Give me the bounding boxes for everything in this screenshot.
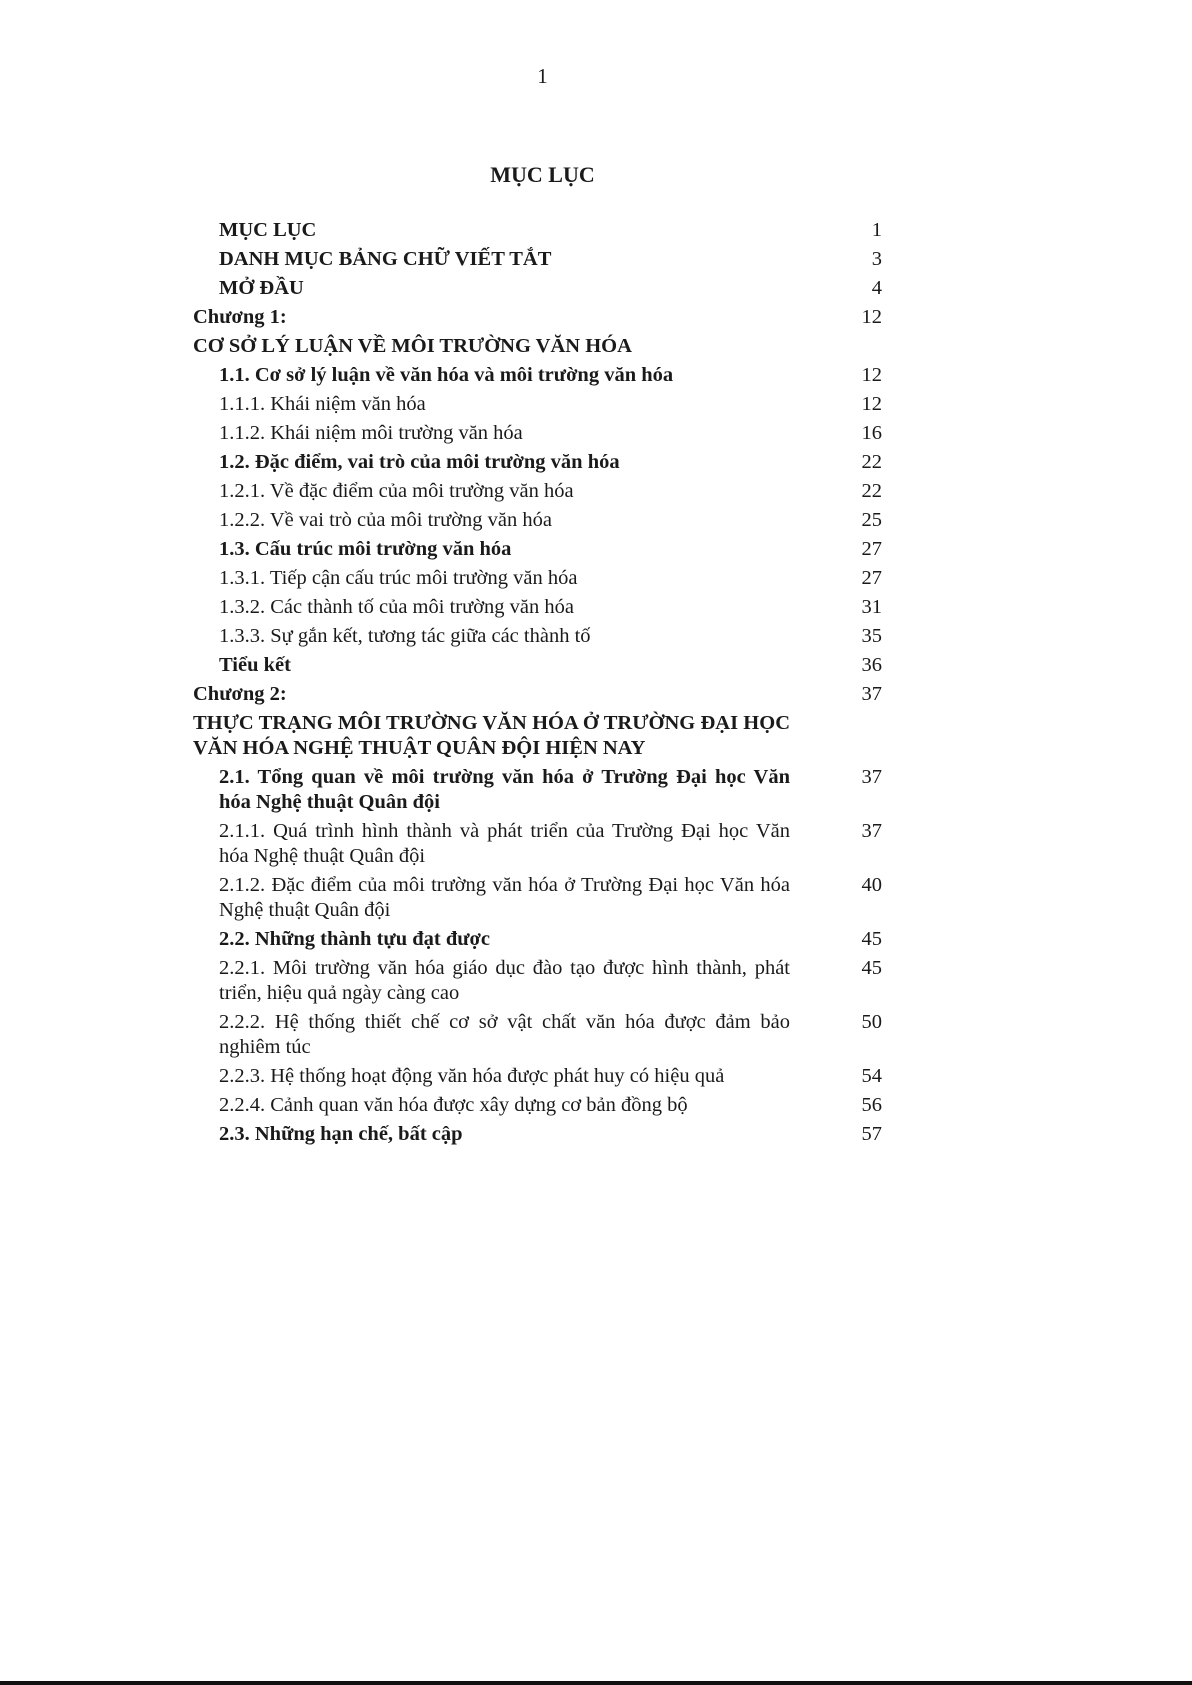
toc-entry-page: 36 — [861, 654, 882, 676]
toc-entry-page: 3 — [871, 248, 882, 270]
toc-entry — [206, 1122, 882, 1151]
toc-entry — [206, 653, 882, 682]
toc-entry-label: 1.2.2. Về vai trò của môi trường văn hóa — [219, 509, 552, 531]
toc-entry — [206, 363, 882, 392]
toc-entry-label: Chương 2: — [193, 683, 287, 705]
toc-entry-label: 1.3.1. Tiếp cận cấu trúc môi trường văn hóa — [219, 567, 578, 589]
toc-entry — [206, 595, 882, 624]
toc-entry-label: 1.3.2. Các thành tố của môi trường văn hóa — [219, 596, 574, 618]
toc-entry-page: 27 — [861, 567, 882, 589]
toc-entry-page: 57 — [861, 1123, 882, 1145]
toc-entry-label: 2.1. Tổng quan về môi trường văn hóa ở Trường Đại học Văn hóa Nghệ thuật Quân đội — [219, 766, 790, 813]
toc-entry — [206, 1010, 882, 1064]
toc-entry-label: 2.2.1. Môi trường văn hóa giáo dục đào tạo được hình thành, phát triển, hiệu quả ngày càng cao — [219, 957, 790, 1004]
toc-entry — [206, 956, 882, 1010]
toc-entry-label: 2.1.2. Đặc điểm của môi trường văn hóa ở Trường Đại học Văn hóa Nghệ thuật Quân đội — [219, 874, 790, 921]
toc-entry — [206, 927, 882, 956]
toc-entry-label: 2.1.1. Quá trình hình thành và phát triển của Trường Đại học Văn hóa Nghệ thuật Quân đội — [219, 820, 790, 867]
toc-entry-page: 50 — [861, 1011, 882, 1033]
toc-entry-label: MỤC LỤC — [219, 219, 317, 241]
toc-entry-label: DANH MỤC BẢNG CHỮ VIẾT TẮT — [219, 248, 552, 270]
toc-entry — [206, 765, 882, 819]
toc-entry-label: 1.1.1. Khái niệm văn hóa — [219, 393, 426, 415]
toc-entry-label: 2.2. Những thành tựu đạt được — [219, 928, 490, 950]
toc-entry — [206, 276, 882, 305]
page-number: 1 — [537, 64, 548, 88]
toc-entry-label: 1.2.1. Về đặc điểm của môi trường văn hóa — [219, 480, 574, 502]
toc-entry-label: 2.2.2. Hệ thống thiết chế cơ sở vật chất văn hóa được đảm bảo nghiêm túc — [219, 1011, 790, 1058]
toc-entry-label: 1.1. Cơ sở lý luận về văn hóa và môi trường văn hóa — [219, 364, 674, 386]
toc-entry-page: 16 — [861, 422, 882, 444]
toc-entry-label: 1.3. Cấu trúc môi trường văn hóa — [219, 538, 512, 560]
toc-entry — [193, 334, 882, 363]
toc-entry-label: 2.3. Những hạn chế, bất cập — [219, 1123, 463, 1145]
toc-entry-label: 1.1.2. Khái niệm môi trường văn hóa — [219, 422, 523, 444]
table-of-contents — [193, 218, 882, 1151]
toc-entry — [206, 479, 882, 508]
toc-entry — [206, 1093, 882, 1122]
toc-entry-page: 37 — [861, 820, 882, 842]
toc-entry-page: 56 — [861, 1094, 882, 1116]
toc-entry-page: 22 — [861, 451, 882, 473]
toc-entry — [206, 537, 882, 566]
toc-title: MỤC LỤC — [490, 162, 595, 187]
toc-entry-page: 45 — [861, 928, 882, 950]
toc-entry-page: 22 — [861, 480, 882, 502]
toc-entry-label: MỞ ĐẦU — [219, 277, 304, 299]
toc-entry — [206, 392, 882, 421]
toc-entry-page: 45 — [861, 957, 882, 979]
toc-entry-label: 1.2. Đặc điểm, vai trò của môi trường văn hóa — [219, 451, 620, 473]
page-bottom-edge — [0, 1681, 1192, 1685]
toc-entry — [193, 711, 882, 765]
toc-entry — [206, 421, 882, 450]
toc-entry-page: 12 — [861, 306, 882, 328]
toc-entry-label: Chương 1: — [193, 306, 287, 328]
toc-entry — [206, 247, 882, 276]
toc-entry — [206, 508, 882, 537]
toc-entry — [206, 1064, 882, 1093]
toc-entry-page: 1 — [871, 219, 882, 241]
toc-entry-page: 35 — [861, 625, 882, 647]
toc-entry-page: 12 — [861, 393, 882, 415]
toc-entry — [206, 873, 882, 927]
toc-entry-page: 54 — [861, 1065, 882, 1087]
toc-entry-page: 37 — [861, 683, 882, 705]
toc-entry — [206, 624, 882, 653]
toc-entry-label: Tiểu kết — [219, 654, 291, 676]
toc-entry — [206, 218, 882, 247]
toc-entry-page: 31 — [861, 596, 882, 618]
toc-entry-page: 37 — [861, 766, 882, 788]
toc-entry — [206, 450, 882, 479]
toc-entry-page: 4 — [871, 277, 882, 299]
toc-entry-label: 2.2.3. Hệ thống hoạt động văn hóa được phát huy có hiệu quả — [219, 1065, 725, 1087]
toc-entry-label: 2.2.4. Cảnh quan văn hóa được xây dựng cơ bản đồng bộ — [219, 1094, 688, 1116]
toc-entry-label: 1.3.3. Sự gắn kết, tương tác giữa các thành tố — [219, 625, 591, 647]
toc-entry-page: 25 — [861, 509, 882, 531]
toc-entry-label: THỰC TRẠNG MÔI TRƯỜNG VĂN HÓA Ở TRƯỜNG ĐẠI HỌC VĂN HÓA NGHỆ THUẬT QUÂN ĐỘI HIỆN NAY — [193, 712, 790, 759]
toc-entry-label: CƠ SỞ LÝ LUẬN VỀ MÔI TRƯỜNG VĂN HÓA — [193, 335, 632, 357]
toc-entry — [206, 819, 882, 873]
toc-entry — [193, 682, 882, 711]
toc-entry-page: 12 — [861, 364, 882, 386]
toc-entry — [206, 566, 882, 595]
toc-entry — [193, 305, 882, 334]
toc-entry-page: 27 — [861, 538, 882, 560]
toc-entry-page: 40 — [861, 874, 882, 896]
